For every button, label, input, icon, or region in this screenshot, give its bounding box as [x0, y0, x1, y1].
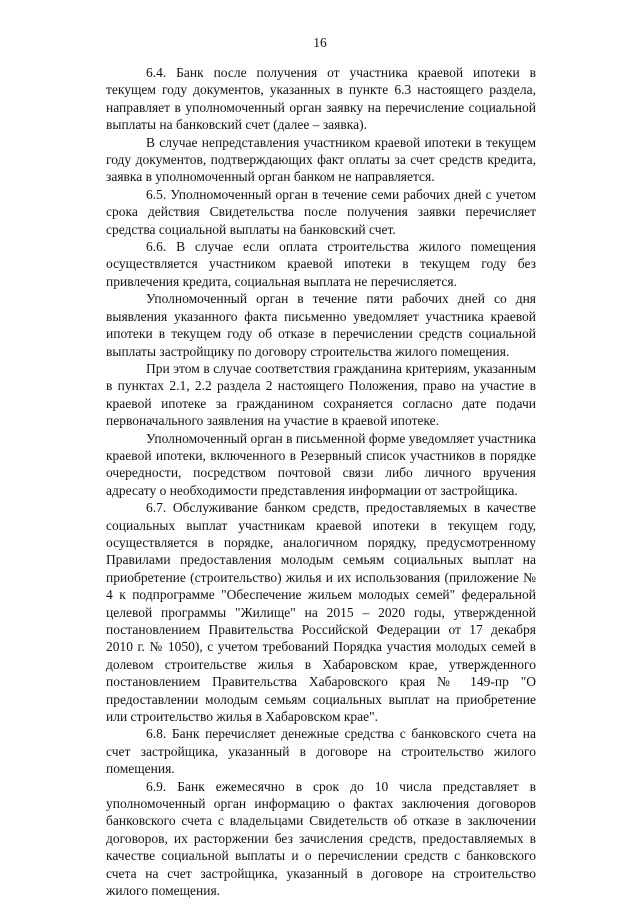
paragraph-6-6-right-retained: При этом в случае соответствия гражданина критериям, указанным в пунктах 2.1, 2.2 раздела 2 настоящего Положения, право на участие в краевой ипотеке за гражданином сохраняется согласно дате подачи первоначального заявления на участие в краевой ипотеке. — [106, 360, 536, 429]
document-body — [106, 64, 536, 900]
paragraph-6-7: 6.7. Обслуживание банком средств, предоставляемых в качестве социальных выплат участникам краевой ипотеки в текущем году, осуществляется в порядке, аналогичном порядку, предусмотренному Правилами предоставления молодым семьям социальных выплат на приобретение (строительство) жилья и их использования (приложение № 4 к подпрограмме "Обеспечение жильем молодых семей" федеральной целевой программы "Жилище" на 2015 – 2020 годы, утвержденной постановлением Правительства Российской Федерации от 17 декабря 2010 г. № 1050), с учетом требований Порядка участия молодых семей в долевом строительстве жилья в Хабаровском крае, утвержденного постановлением Правительства Хабаровского края № 149-пр "О предоставлении молодым семьям социальных выплат на приобретение или строительство жилья в Хабаровском крае". — [106, 500, 536, 725]
page-number: 16 — [313, 35, 327, 50]
paragraph-6-6-reserve-list: Уполномоченный орган в письменной форме уведомляет участника краевой ипотеки, включенного в Резервный список участников в порядке очередности, посредством почтовой связи либо личного вручения адресату о необходимости представления информации от застройщика. — [106, 430, 536, 498]
paragraph-6-4-nonsubmission: В случае непредставления участником краевой ипотеки в текущем году документов, подтверждающих факт оплаты за счет средств кредита, заявка в уполномоченный орган банком не направляется. — [106, 134, 536, 185]
paragraph-6-9: 6.9. Банк ежемесячно в срок до 10 числа представляет в уполномоченный орган информацию о фактах заключения договоров банковского счета с владельцами Свидетельств об отказе в заключении договоров, их расторжении без зачисления средств, предоставляемых в качестве социальной выплаты и о перечислении средств с банковского счета на счет застройщика, указанный в договоре на строительство жилого помещения. — [106, 778, 536, 899]
paragraph-6-4: 6.4. Банк после получения от участника краевой ипотеки в текущем году документов, указанных в пункте 6.3 настоящего раздела, направляет в уполномоченный орган заявку на перечисление социальной выплаты на банковский счет (далее – заявка). — [106, 65, 536, 133]
paragraph-6-8: 6.8. Банк перечисляет денежные средства с банковского счета на счет застройщика, указанный в договоре на строительство жилого помещения. — [106, 726, 536, 777]
paragraph-6-6-notification: Уполномоченный орган в течение пяти рабочих дней со дня выявления указанного факта письменно уведомляет участника краевой ипотеки в текущем году об отказе в перечислении средств социальной выплаты застройщику по договору строительства жилого помещения. — [106, 291, 536, 359]
paragraph-6-5: 6.5. Уполномоченный орган в течение семи рабочих дней с учетом срока действия Свидетельства после получения заявки перечисляет средства социальной выплаты на банковский счет. — [106, 186, 536, 237]
paragraph-6-6: 6.6. В случае если оплата строительства жилого помещения осуществляется участником краевой ипотеки в текущем году без привлечения кредита, социальная выплата не перечисляется. — [106, 239, 536, 289]
